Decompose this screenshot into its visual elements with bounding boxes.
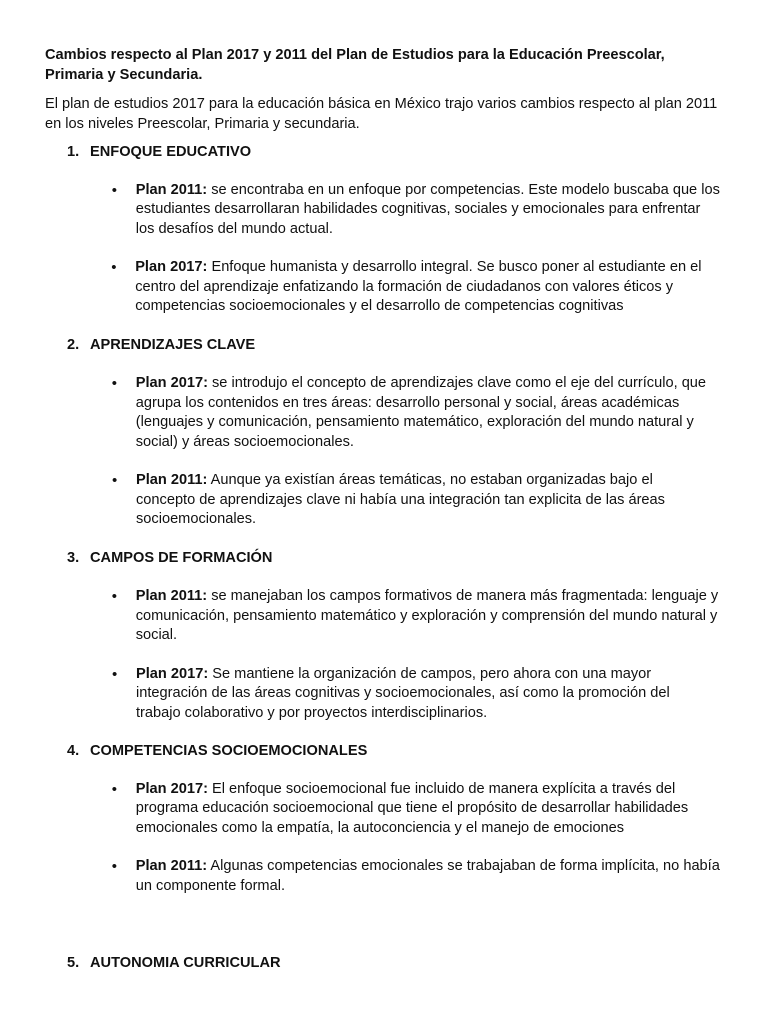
section-5 bbox=[45, 954, 735, 974]
section-number: 2. bbox=[67, 336, 80, 353]
item-text: se manejaban los campos formativos de manera más fragmentada: lenguaje y comunicación, pensamiento matemático y exploración y comprensión del mundo natural y social. bbox=[135, 588, 719, 643]
bullet-icon: • bbox=[111, 588, 117, 605]
list-item bbox=[45, 258, 720, 317]
section-number: 3. bbox=[67, 549, 80, 566]
bullet-icon: • bbox=[112, 472, 118, 489]
section-title: ENFOQUE EDUCATIVO bbox=[90, 144, 252, 160]
section-3 bbox=[45, 549, 735, 724]
bullet-icon: • bbox=[111, 375, 117, 392]
section-number: 5. bbox=[67, 955, 80, 971]
section-title: APRENDIZAJES CLAVE bbox=[90, 336, 256, 353]
section-1 bbox=[45, 143, 735, 317]
list-item bbox=[45, 181, 720, 240]
document-page bbox=[45, 46, 735, 974]
bullet-icon: • bbox=[112, 665, 118, 683]
section-heading bbox=[45, 954, 735, 974]
section-4 bbox=[45, 742, 735, 896]
bullet-list bbox=[45, 374, 735, 530]
bullet-list bbox=[45, 587, 735, 723]
bullet-list bbox=[45, 181, 735, 317]
section-title: CAMPOS DE FORMACIÓN bbox=[90, 549, 273, 566]
bullet-icon: • bbox=[111, 181, 117, 199]
section-list bbox=[45, 143, 735, 974]
document-title: Cambios respecto al Plan 2017 y 2011 del Plan de Estudios para la Educación Preescolar, Primaria y Secundaria. bbox=[45, 47, 665, 83]
item-text: Aunque ya existían áreas temáticas, no estaban organizadas bajo el concepto de aprendizajes clave ni había una integración tan explicita de las áreas socioemocionales. bbox=[136, 472, 665, 527]
item-label: Plan 2011: bbox=[136, 472, 208, 488]
bullet-icon: • bbox=[111, 259, 117, 276]
item-text: Enfoque humanista y desarrollo integral. Se busco poner al estudiante en el centro del aprendizaje enfatizando la formación de ciudadanos con valores éticos y competencias socioemocionales y el desarrollo de competencias cognitivas bbox=[135, 259, 702, 314]
list-item bbox=[45, 374, 720, 452]
list-item bbox=[45, 471, 720, 530]
section-heading bbox=[45, 549, 735, 569]
list-item bbox=[45, 857, 720, 896]
intro-paragraph: El plan de estudios 2017 para la educación básica en México trajo varios cambios respecto al plan 2011 en los niveles Preescolar, Primaria y secundaria. bbox=[45, 96, 718, 132]
section-heading bbox=[45, 143, 735, 163]
list-item bbox=[45, 780, 720, 839]
item-text: Algunas competencias emocionales se trabajaban de forma implícita, no había un componente formal. bbox=[135, 858, 720, 894]
bullet-icon: • bbox=[111, 858, 117, 875]
section-title: AUTONOMIA CURRICULAR bbox=[90, 955, 281, 971]
bullet-icon: • bbox=[111, 780, 117, 798]
item-text: El enfoque socioemocional fue incluido de manera explícita a través del programa educación socioemocional que tiene el propósito de desarrollar habilidades emocionales como la empatía, la autoconciencia y el manejo de emociones bbox=[135, 780, 689, 836]
section-heading bbox=[45, 742, 735, 762]
item-label: Plan 2017: bbox=[135, 780, 208, 797]
section-2 bbox=[45, 336, 735, 530]
item-label: Plan 2017: bbox=[135, 259, 208, 275]
list-item bbox=[45, 587, 720, 646]
item-label: Plan 2017: bbox=[136, 665, 209, 682]
section-number: 4. bbox=[67, 743, 80, 759]
item-label: Plan 2011: bbox=[135, 181, 208, 198]
item-text: se introdujo el concepto de aprendizajes clave como el eje del currículo, que agrupa los contenidos en tres áreas: desarrollo personal y social, áreas académicas (lenguajes y comunicación, pensamiento matemático, exploración del mundo natural y social) y áreas socioemocionales. bbox=[135, 375, 707, 450]
bullet-list bbox=[45, 780, 735, 897]
section-heading bbox=[45, 336, 735, 356]
item-label: Plan 2017: bbox=[135, 375, 208, 391]
item-text: Se mantiene la organización de campos, pero ahora con una mayor integración de las áreas cognitivas y socioemocionales, así como la promoción del trabajo colaborativo y por proyectos interdisciplinarios. bbox=[136, 665, 670, 721]
section-title: COMPETENCIAS SOCIOEMOCIONALES bbox=[90, 743, 368, 759]
item-label: Plan 2011: bbox=[135, 588, 208, 604]
item-label: Plan 2011: bbox=[135, 858, 208, 874]
list-item bbox=[45, 665, 720, 724]
section-number: 1. bbox=[67, 144, 80, 160]
item-text: se encontraba en un enfoque por competencias. Este modelo buscaba que los estudiantes desarrollaran habilidades cognitivas, sociales y emocionales para enfrentar los desafíos del mundo actual. bbox=[135, 181, 720, 237]
